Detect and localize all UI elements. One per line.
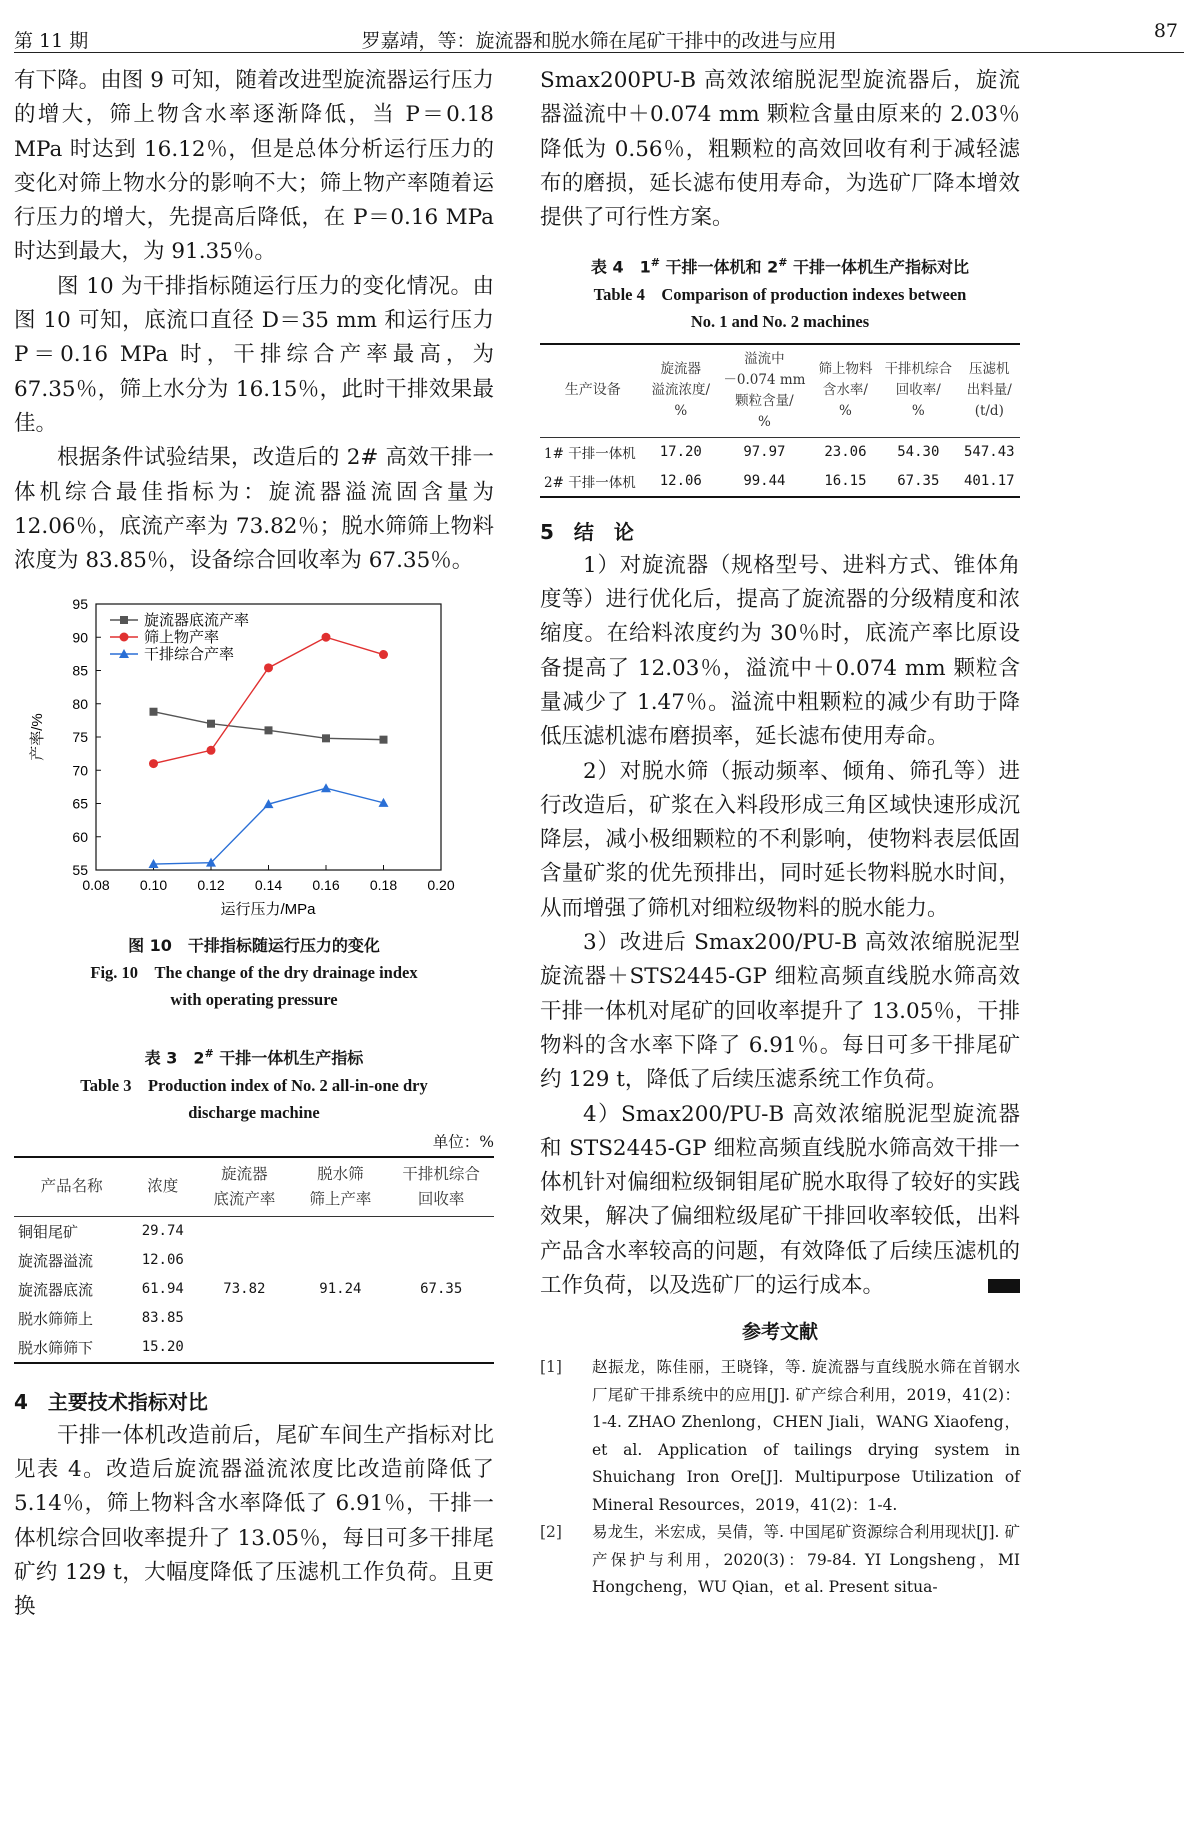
table-cell: 脱水筛筛下 bbox=[18, 1338, 94, 1357]
reference-item bbox=[540, 1519, 1020, 1602]
figure-caption-cn: 图 10 干排指标随运行压力的变化 bbox=[128, 936, 380, 956]
table4-caption-en-1: Table 4 Comparison of production indexes between bbox=[593, 284, 967, 304]
figure-caption-en-1: Fig. 10 The change of the dry drainage index bbox=[90, 963, 418, 983]
y-tick-label: 70 bbox=[72, 762, 88, 779]
table-cell: 29.74 bbox=[141, 1223, 184, 1240]
table-cell bbox=[196, 1304, 292, 1333]
conclusion-2: 2）对脱水筛（振动频率、倾角、筛孔等）进行改造后，矿浆在入料段形成三角区域快速形成沉降层，减小极细颗粒的不利影响，使物料表层低固含量矿浆的优先预排出，同时延长物料脱水时间，从而增强了筛机对细粒级物料的脱水能力。 bbox=[540, 758, 1020, 921]
table-cell bbox=[388, 1333, 494, 1363]
table-cell: 99.44 bbox=[743, 473, 786, 490]
paragraph-section4: 干排一体机改造前后，尾矿车间生产指标对比见表 4。改造后旋流器溢流浓度比改造前降低了 5.14％，筛上物料含水率降低了 6.91％，干排一体机综合回收率提升了 13.05％，每日可多干排尾矿约 129 t，大幅度降低了压滤机工作负荷。且更换 bbox=[14, 1422, 494, 1620]
table4-header: 旋流器 溢流浓度/ % bbox=[651, 361, 711, 420]
x-tick-label: 0.20 bbox=[427, 877, 455, 894]
table-cell bbox=[388, 1246, 494, 1275]
table-cell: 67.35 bbox=[897, 473, 940, 490]
table-cell: 67.35 bbox=[420, 1281, 463, 1298]
table3-header: 脱水筛 筛上产率 bbox=[309, 1164, 372, 1208]
y-tick-label: 60 bbox=[72, 829, 88, 846]
table3-header: 旋流器 底流产率 bbox=[213, 1164, 276, 1208]
table-cell bbox=[196, 1216, 292, 1246]
y-tick-label: 65 bbox=[72, 795, 88, 812]
figure-caption-en-2: with operating pressure bbox=[170, 990, 338, 1010]
figure-10 bbox=[14, 592, 494, 1032]
table-cell: 12.06 bbox=[141, 1252, 184, 1269]
series-line bbox=[154, 712, 384, 740]
table-cell: 17.20 bbox=[659, 444, 702, 461]
table-cell: 铜钼尾矿 bbox=[18, 1222, 79, 1241]
data-point bbox=[322, 735, 330, 743]
table-cell bbox=[388, 1216, 494, 1246]
reference-text: 赵振龙，陈佳丽，王晓锋，等. 旋流器与直线脱水筛在首钢水厂尾矿干排系统中的应用[J]. 矿产综合利用，2019，41(2)：1-4. ZHAO Zhenlong，CHEN Jiali，WANG Xiaofeng，et al. Application of tailings drying system in Shuichang Iron Ore[J]. Multipurpose Utilization of Mineral Resources，2019，41(2)：1-4. bbox=[592, 1358, 1020, 1514]
table4-header: 生产设备 bbox=[564, 382, 621, 399]
conclusion-1: 1）对旋流器（规格型号、进料方式、锥体角度等）进行优化后，提高了旋流器的分级精度和浓缩度。在给料浓度约为 30％时，底流产率比原设备提高了 12.03％，溢流中＋0.074 mm 颗粒含量减少了 1.47％。溢流中粗颗粒的减少有助于降低压滤机滤布磨损率，延长滤布使用寿命。 bbox=[540, 552, 1020, 750]
table-cell: 16.15 bbox=[824, 473, 867, 490]
end-mark bbox=[988, 1279, 1020, 1293]
page-header bbox=[14, 12, 1184, 53]
reference-label: [1] bbox=[540, 1358, 562, 1377]
table-cell: 旋流器底流 bbox=[18, 1280, 94, 1299]
x-tick-label: 0.14 bbox=[254, 877, 283, 894]
table-4 bbox=[540, 249, 1020, 497]
table3-unit: 单位：% bbox=[432, 1132, 494, 1151]
table-cell bbox=[196, 1333, 292, 1363]
y-tick-label: 90 bbox=[72, 629, 88, 646]
data-point bbox=[120, 616, 128, 624]
x-tick-label: 0.18 bbox=[369, 877, 398, 894]
page-number: 87 bbox=[1153, 20, 1178, 42]
section-4-title: 4 主要技术指标对比 bbox=[14, 1389, 208, 1414]
issue-number: 第 11 期 bbox=[14, 30, 89, 52]
y-tick-label: 75 bbox=[72, 729, 88, 746]
table-cell: 旋流器溢流 bbox=[18, 1251, 94, 1270]
data-point bbox=[207, 746, 216, 755]
table3-header: 浓度 bbox=[147, 1177, 179, 1196]
table4-header: 筛上物料 含水率/ % bbox=[818, 361, 873, 420]
table-cell: 97.97 bbox=[743, 444, 786, 461]
table-cell bbox=[292, 1304, 388, 1333]
paragraph-results: 根据条件试验结果，改造后的 2# 高效干排一体机综合最佳指标为：旋流器溢流固含量为 12.06％，底流产率为 73.82％；脱水筛筛上物料浓度为 83.85％，设备综合回收率为 67.35％。 bbox=[14, 445, 494, 574]
section-5-title: 5 结 论 bbox=[540, 519, 634, 544]
references-title: 参考文献 bbox=[741, 1321, 818, 1344]
legend-label: 干排综合产率 bbox=[144, 646, 235, 664]
data-point bbox=[264, 664, 273, 673]
y-tick-label: 80 bbox=[72, 696, 88, 713]
reference-text: 易龙生，米宏成，吴倩，等. 中国尾矿资源综合利用现状[J]. 矿产保护与利用，2020(3)：79-84. YI Longsheng，MI Hongcheng，WU Qian，et al. Present situa- bbox=[592, 1523, 1020, 1597]
x-tick-label: 0.10 bbox=[139, 877, 168, 894]
legend-label: 筛上物产率 bbox=[144, 629, 220, 647]
table-cell: 83.85 bbox=[141, 1310, 184, 1327]
left-column bbox=[14, 64, 494, 1625]
table4-caption-cn: 表 4 1# 干排一体机和 2# 干排一体机生产指标对比 bbox=[590, 256, 970, 277]
data-point bbox=[380, 736, 388, 744]
conclusion-4 bbox=[540, 1098, 1020, 1304]
data-point bbox=[322, 633, 331, 642]
table-cell: 2# 干排一体机 bbox=[544, 475, 636, 492]
table3-caption-cn: 表 3 2# 干排一体机生产指标 bbox=[144, 1047, 364, 1068]
data-point bbox=[265, 727, 273, 735]
x-tick-label: 0.12 bbox=[197, 877, 225, 894]
table3-header: 产品名称 bbox=[40, 1177, 103, 1196]
table-cell bbox=[388, 1304, 494, 1333]
data-point bbox=[207, 720, 215, 728]
table-3 bbox=[14, 1040, 494, 1363]
table-cell: 12.06 bbox=[659, 473, 702, 490]
y-tick-label: 55 bbox=[72, 862, 88, 879]
table4-caption-en-2: No. 1 and No. 2 machines bbox=[690, 311, 870, 331]
table-cell: 15.20 bbox=[141, 1339, 184, 1356]
conclusion-3: 3）改进后 Smax200/PU-B 高效浓缩脱泥型旋流器＋STS2445-GP 细粒高频直线脱水筛高效干排一体机对尾矿的回收率提升了 13.05％，干排物料的含水率下降了 6.91％。每日可多干排尾矿约 129 t，降低了后续压滤系统工作负荷。 bbox=[540, 930, 1020, 1093]
table-cell: 23.06 bbox=[824, 444, 867, 461]
data-point bbox=[149, 760, 158, 769]
table-cell: 61.94 bbox=[141, 1281, 184, 1298]
x-tick-label: 0.08 bbox=[82, 877, 110, 894]
data-point bbox=[120, 633, 129, 642]
table-cell: 547.43 bbox=[963, 444, 1015, 461]
reference-item bbox=[540, 1354, 1020, 1519]
x-tick-label: 0.16 bbox=[312, 877, 340, 894]
reference-label: [2] bbox=[540, 1523, 562, 1542]
right-column bbox=[540, 64, 1020, 1602]
table-cell: 401.17 bbox=[963, 473, 1015, 490]
figure-10-chart bbox=[14, 592, 494, 922]
conclusion-4-text: 4）Smax200/PU-B 高效浓缩脱泥型旋流器和 STS2445-GP 细粒高频直线脱水筛高效干排一体机针对偏细粒级铜钼尾矿脱水取得了较好的实践效果，解决了偏细粒级尾矿干排回收率较低，出料产品含水率较高的问题，有效降低了后续压滤机的工作负荷，以及选矿厂的运行成本。 bbox=[540, 1101, 1020, 1299]
table3-caption-en-2: discharge machine bbox=[188, 1102, 320, 1122]
table-cell: 脱水筛筛上 bbox=[18, 1309, 94, 1328]
table3-grid bbox=[14, 1156, 494, 1364]
paragraph-continued: 有下降。由图 9 可知，随着改进型旋流器运行压力的增大，筛上物含水率逐渐降低，当 P＝0.18 MPa 时达到 16.12％，但是总体分析运行压力的变化对筛上物水分的影响不大；筛上物产率随着运行压力的增大，先提高后降低，在 P＝0.16 MPa 时达到最大，为 91.35％。 bbox=[14, 68, 494, 265]
table4-grid bbox=[540, 343, 1020, 498]
table-cell: 91.24 bbox=[319, 1281, 362, 1298]
data-point bbox=[321, 784, 331, 793]
table-cell: 54.30 bbox=[897, 444, 940, 461]
table-cell: 1# 干排一体机 bbox=[544, 446, 636, 463]
y-tick-label: 85 bbox=[72, 662, 88, 679]
table-cell bbox=[292, 1333, 388, 1363]
data-point bbox=[379, 650, 388, 659]
table4-header: 干排机综合 回收率/ % bbox=[884, 361, 953, 420]
table-cell bbox=[292, 1246, 388, 1275]
table4-header: 压滤机 出料量/ (t/d) bbox=[966, 361, 1012, 420]
table4-header: 溢流中 －0.074 mm 颗粒含量/ % bbox=[723, 350, 806, 430]
table-cell bbox=[292, 1216, 388, 1246]
table-cell bbox=[196, 1246, 292, 1275]
x-axis-label: 运行压力/MPa bbox=[220, 901, 316, 919]
legend-label: 旋流器底流产率 bbox=[144, 612, 250, 630]
y-axis-label: 产率/% bbox=[29, 713, 46, 762]
table-cell: 73.82 bbox=[223, 1281, 266, 1298]
table3-caption-en-1: Table 3 Production index of No. 2 all-in-one dry bbox=[80, 1075, 428, 1095]
running-title: 罗嘉靖，等：旋流器和脱水筛在尾矿干排中的改进与应用 bbox=[361, 30, 837, 52]
paragraph-fig10: 图 10 为干排指标随运行压力的变化情况。由图 10 可知，底流口直径 D＝35 mm 和运行压力 P＝0.16 MPa 时，干排综合产率最高，为 67.35％，筛上水分为 16.15％，此时干排效果最佳。 bbox=[14, 273, 494, 436]
y-tick-label: 95 bbox=[72, 596, 88, 613]
table3-header: 干排机综合 回收率 bbox=[402, 1164, 480, 1208]
paragraph-continued-right: Smax200PU-B 高效浓缩脱泥型旋流器后，旋流器溢流中＋0.074 mm 颗粒含量由原来的 2.03％降低为 0.56％，粗颗粒的高效回收有利于减轻滤布的磨损，延长滤布使用寿命，为选矿厂降本增效提供了可行性方案。 bbox=[540, 68, 1020, 231]
data-point bbox=[150, 708, 158, 716]
